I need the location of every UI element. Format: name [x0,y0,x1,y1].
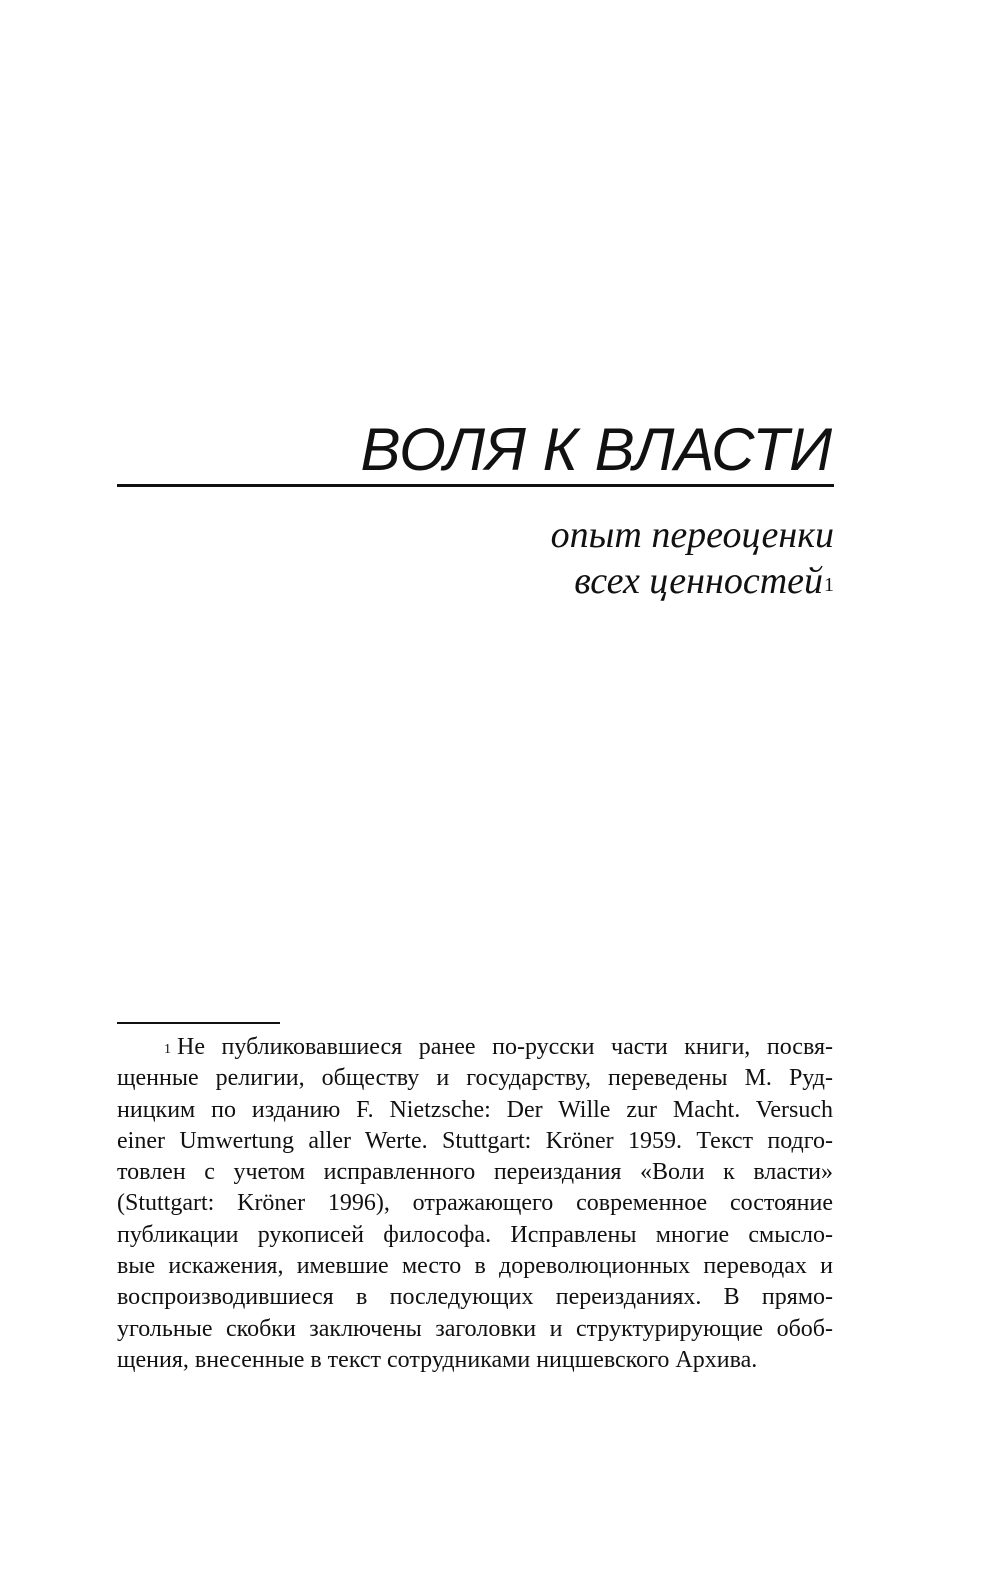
footnote-line: вые искажения, имевшие место в дореволюционных переводах и [117,1253,833,1280]
subtitle-line-2-text: всех ценностей [574,560,823,602]
footnote-line: публикации рукописей философа. Исправлены многие смысло- [117,1221,833,1248]
footnote-line [117,1032,833,1063]
subtitle-line-2 [551,558,834,604]
footnote-line: einer Umwertung aller Werte. Stuttgart: Kröner 1959. Текст подго- [117,1127,833,1154]
footnote-separator [117,1022,280,1024]
footnote-line: щенные религии, обществу и государству, переведены М. Руд- [117,1065,833,1092]
page-title: ВОЛЯ К ВЛАСТИ [360,416,832,483]
subtitle [551,512,834,604]
footnote-line-text: Не публиковавшиеся ранее по-русски части книги, посвя- [177,1034,833,1060]
footnote-line: ницким по изданию F. Nietzsche: Der Wille zur Macht. Versuch [117,1096,833,1123]
footnote-marker: 1 [164,1042,171,1057]
footnote-line: товлен с учетом исправленного переиздания «Воли к власти» [117,1159,833,1186]
footnote [117,1032,833,1376]
footnote-line: воспроизводившиеся в последующих переизданиях. В прямо- [117,1284,833,1311]
footnote-line: угольные скобки заключены заголовки и структурирующие обоб- [117,1315,833,1342]
subtitle-line-1: опыт переоценки [550,514,834,556]
footnote-reference[interactable]: 1 [824,574,834,596]
title-rule [117,484,834,487]
footnote-line: щения, внесенные в текст сотрудниками ницшевского Архива. [117,1346,758,1373]
footnote-line: (Stuttgart: Kröner 1996), отражающего современное состояние [117,1190,833,1217]
